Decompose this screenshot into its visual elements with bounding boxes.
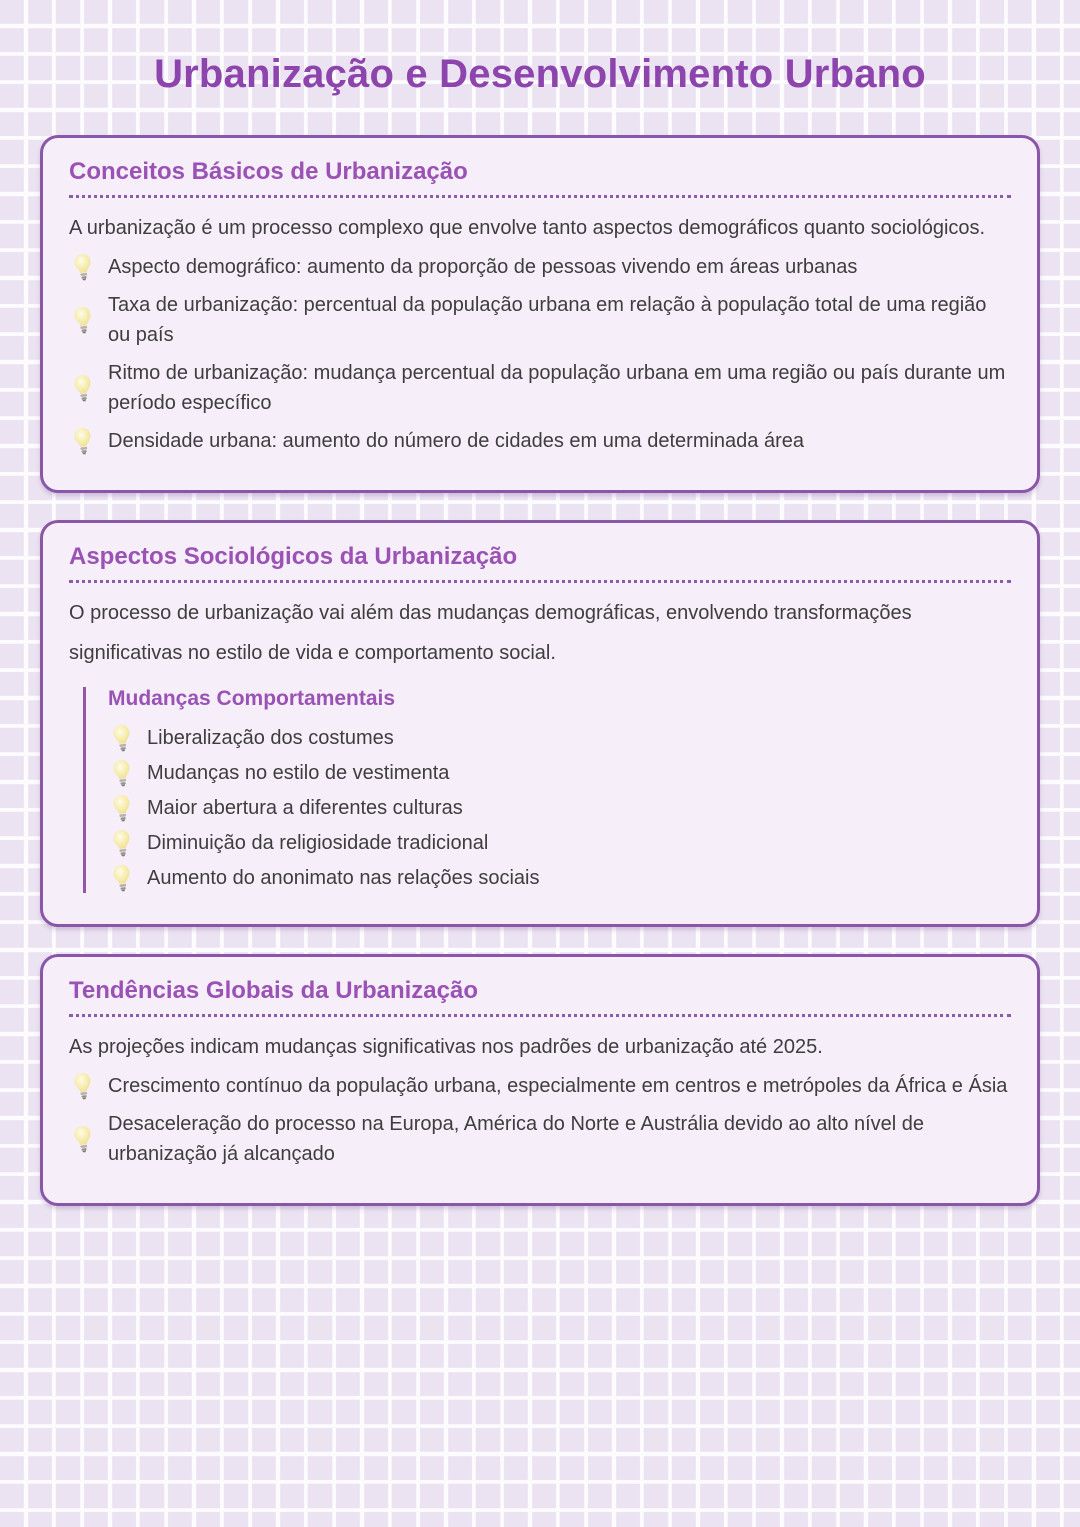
list-item: [108, 863, 1011, 893]
list-item-text: Taxa de urbanização: percentual da população urbana em relação à população total de uma região ou país: [108, 294, 987, 346]
list-item: [69, 426, 1011, 456]
list-item-text: Maior abertura a diferentes culturas: [147, 797, 463, 819]
lightbulb-icon: [72, 1124, 95, 1154]
section-intro-tendencias: As projeções indicam mudanças significativas nos padrões de urbanização até 2025.: [69, 1036, 823, 1058]
list-item: [108, 758, 1011, 788]
section-heading-aspectos: Aspectos Sociológicos da Urbanização: [69, 543, 1011, 583]
card-tendencias-globais: [40, 954, 1040, 1206]
lightbulb-icon: [72, 373, 95, 403]
list-item-text: Aspecto demográfico: aumento da proporção de pessoas vivendo em áreas urbanas: [108, 256, 858, 278]
lightbulb-icon: [111, 793, 134, 823]
section-heading-tendencias: Tendências Globais da Urbanização: [69, 977, 1011, 1017]
list-item: [69, 1071, 1011, 1101]
section-heading-conceitos: Conceitos Básicos de Urbanização: [69, 158, 1011, 198]
bullet-list-mudancas: [108, 723, 1011, 893]
study-notes-page: [0, 52, 1080, 1206]
lightbulb-icon: [111, 828, 134, 858]
lightbulb-icon: [72, 1071, 95, 1101]
list-item: [108, 793, 1011, 823]
list-item: [108, 723, 1011, 753]
list-item: [69, 1109, 1011, 1169]
list-item: [108, 828, 1011, 858]
page-title: Urbanização e Desenvolvimento Urbano: [154, 52, 926, 96]
list-item-text: Liberalização dos costumes: [147, 727, 394, 749]
lightbulb-icon: [72, 305, 95, 335]
subsection-heading: Mudanças Comportamentais: [108, 687, 396, 710]
card-aspectos-sociologicos: [40, 520, 1040, 927]
list-item: [69, 358, 1011, 418]
list-item-text: Desaceleração do processo na Europa, América do Norte e Austrália devido ao alto nível de urbanização já alcançado: [108, 1113, 925, 1165]
lightbulb-icon: [72, 426, 95, 456]
section-intro-conceitos: A urbanização é um processo complexo que envolve tanto aspectos demográficos quanto sociológicos.: [69, 217, 986, 239]
lightbulb-icon: [72, 252, 95, 282]
list-item-text: Aumento do anonimato nas relações sociais: [147, 867, 540, 889]
list-item-text: Crescimento contínuo da população urbana, especialmente em centros e metrópoles da África e Ásia: [108, 1075, 1008, 1097]
list-item-text: Ritmo de urbanização: mudança percentual da população urbana em uma região ou país durante um período específico: [108, 362, 1006, 414]
bullet-list-tendencias: [69, 1071, 1011, 1169]
lightbulb-icon: [111, 863, 134, 893]
list-item-text: Diminuição da religiosidade tradicional: [147, 832, 489, 854]
bullet-list-conceitos: [69, 252, 1011, 456]
subsection-mudancas-comportamentais: [83, 687, 1011, 893]
lightbulb-icon: [111, 758, 134, 788]
list-item: [69, 290, 1011, 350]
list-item: [69, 252, 1011, 282]
list-item-text: Densidade urbana: aumento do número de cidades em uma determinada área: [108, 430, 804, 452]
section-intro-aspectos: O processo de urbanização vai além das mudanças demográficas, envolvendo transformações significativas no estilo de vida e comportamento social.: [69, 602, 912, 664]
lightbulb-icon: [111, 723, 134, 753]
list-item-text: Mudanças no estilo de vestimenta: [147, 762, 450, 784]
card-conceitos-basicos: [40, 135, 1040, 493]
